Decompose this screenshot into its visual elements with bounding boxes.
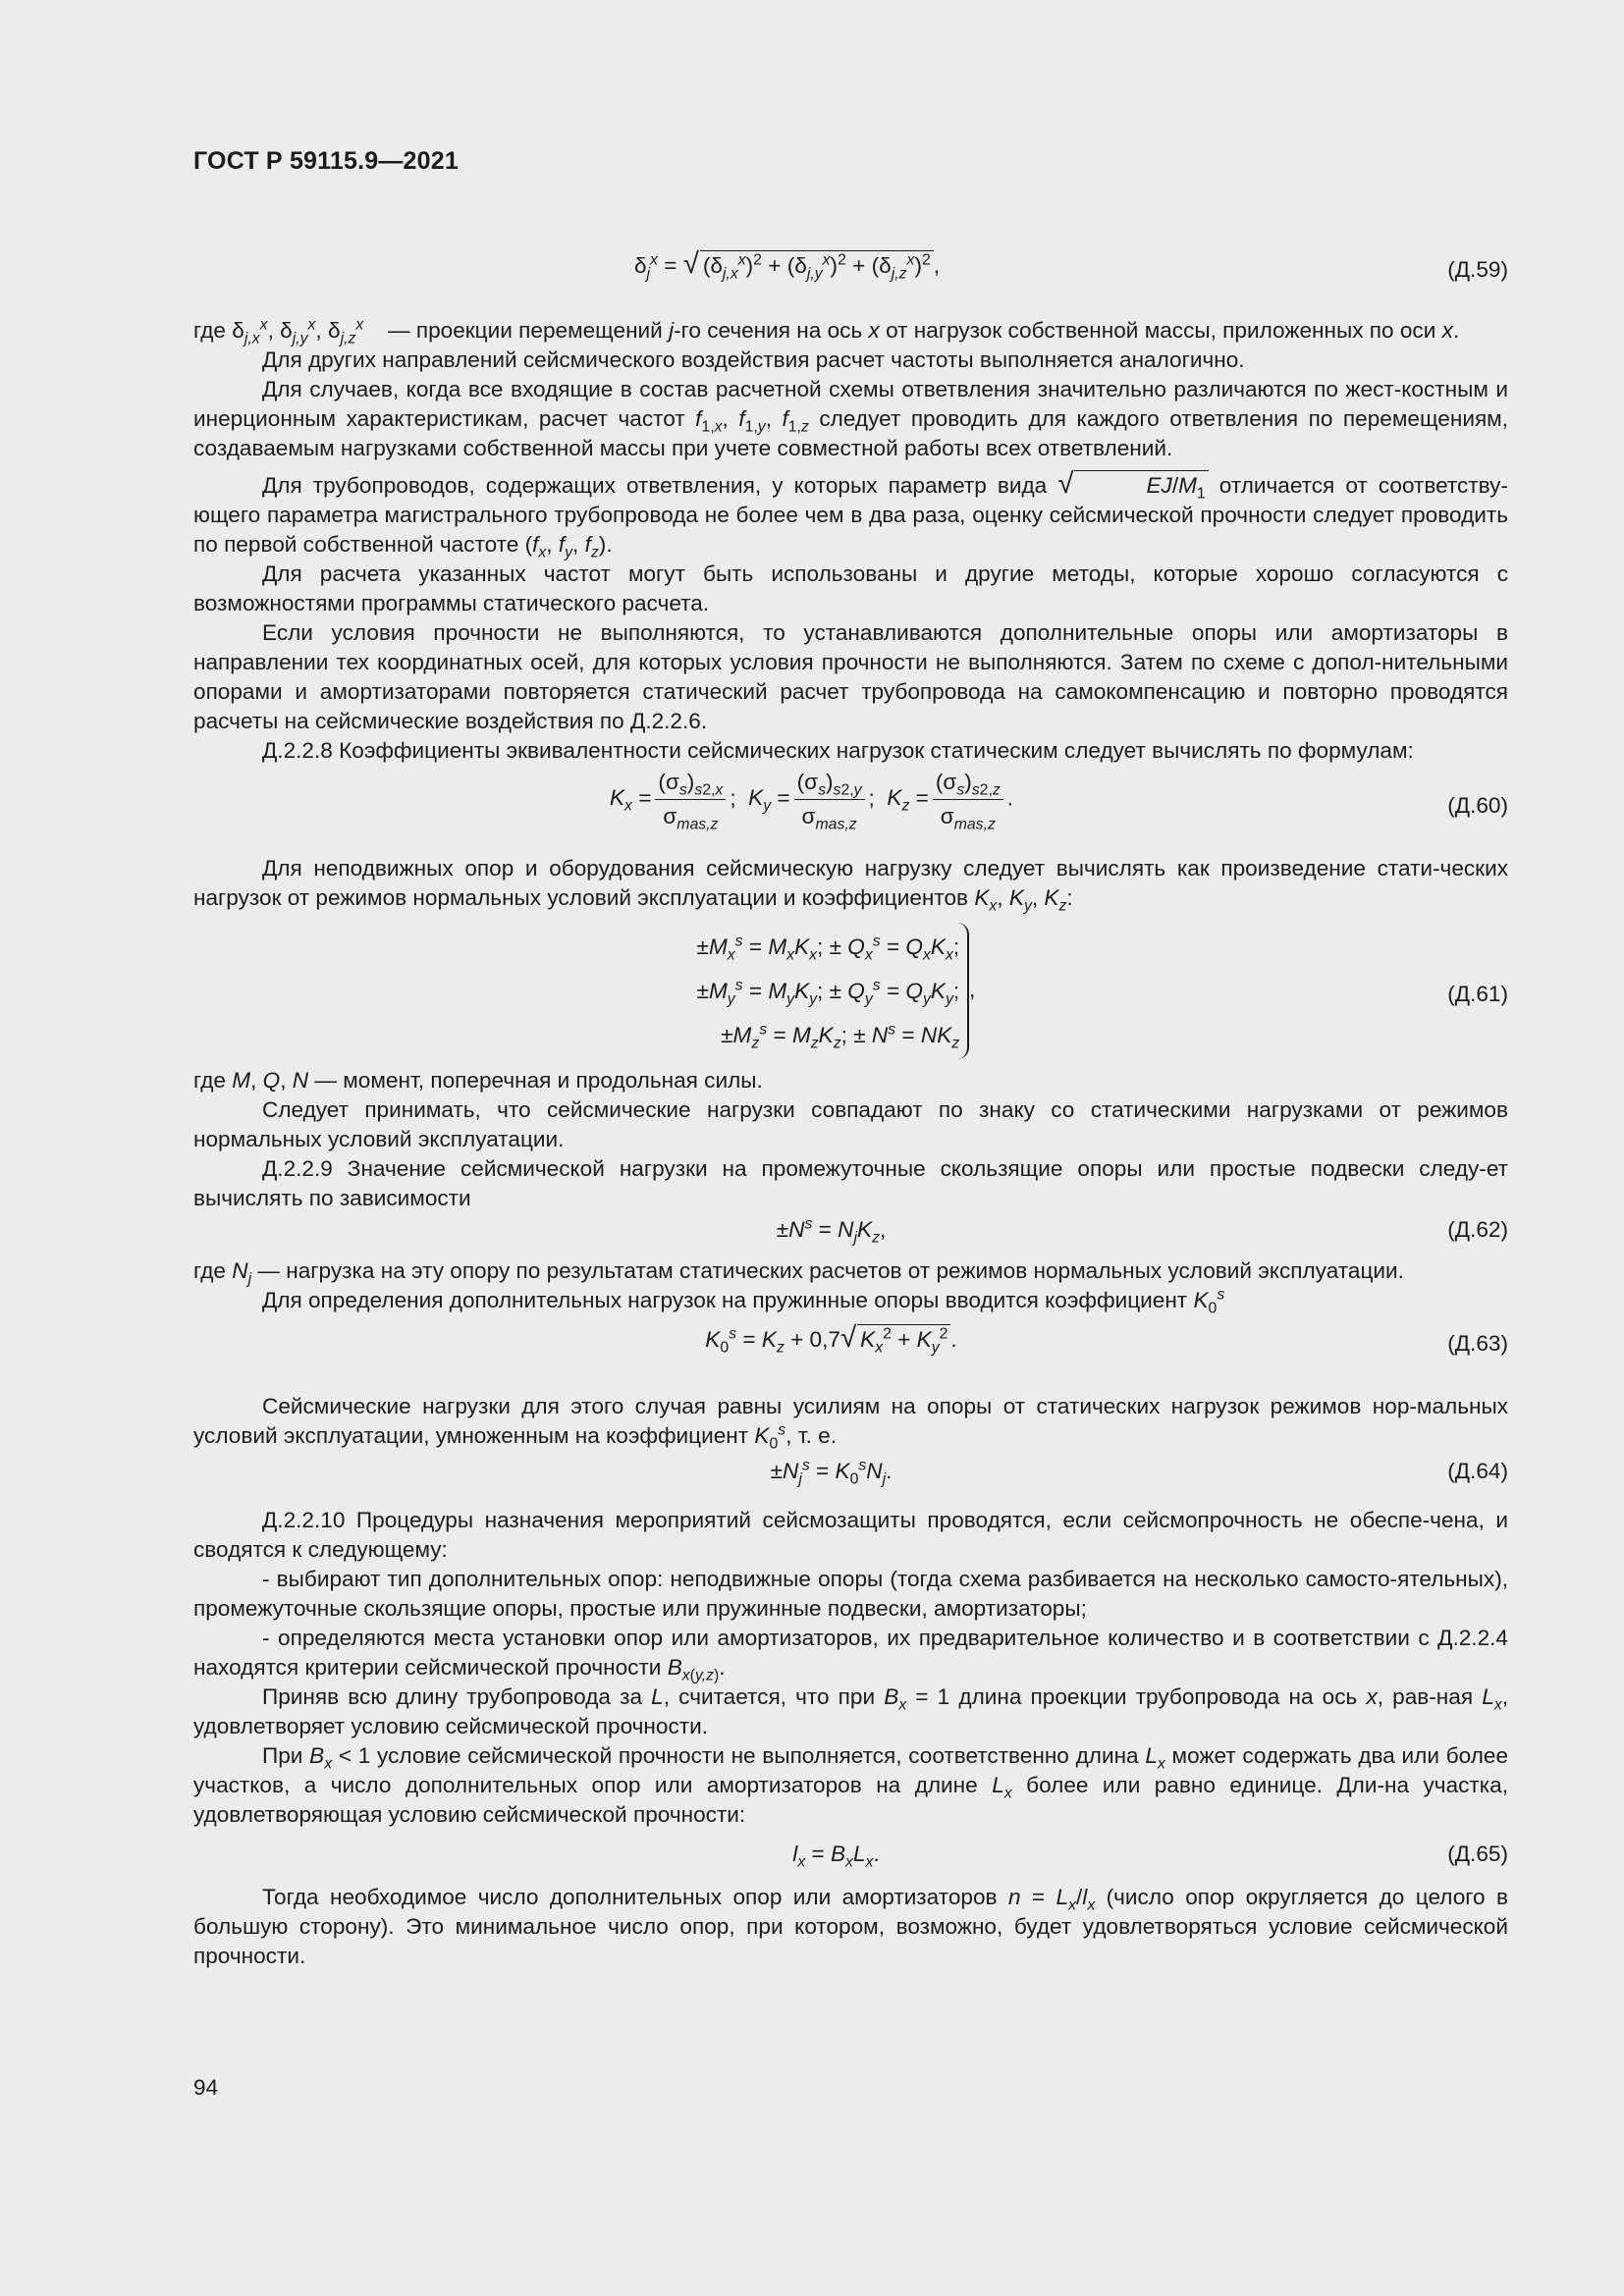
equation-d59: $\delta_j^x$ = √ $(\delta_{j,x}^x)^2 + (\delta_{j,y}^x)^2 + (\delta_{j,z}^x)^2$ , (Д.59) — [193, 241, 1508, 312]
equation-d64: $\pm N_j^s = K_0^sN_j$. (Д.64) — [770, 1457, 1508, 1488]
paragraph: - выбирают тип дополнительных опор: неподвижные опоры (тогда схема разбивается на несколько самосто-ятельных), промежуточные скользящие опоры, простые или пружинные подвески, амортизаторы; — [193, 1567, 1508, 1621]
paragraph: Если условия прочности не выполняются, то устанавливаются дополнительные опоры или амортизаторы в направлении тех координатных осей, для которых условия прочности не выполняются. Затем по схеме с допол-нительными опорами и амортизаторами повторяется статический расчет трубопровода на самокомпенсацию и повторно проводятся расчеты на сейсмические воздействия по Д.2.2.6. — [193, 620, 1508, 733]
equation-d60: $K_x$ = $\frac{(\sigma_s)_{s2,x}}{\sigma_{mas,z}}$ ; $K_y$ = $\frac{(\sigma_s)_{s2,y}}{\sigma_{mas,z}}$ ; $K_z$ = $\frac{(\sigma_s)_{s2,z}}{\sigma_{mas,z}}$ . (Д.60) — [609, 770, 1508, 833]
paragraph: где $N_j$ — нагрузка на эту опору по результатам статических расчетов от режимов нормальных условий эксплуатации. — [193, 1258, 1404, 1288]
equation-number: (Д.64) — [1447, 1459, 1508, 1483]
paragraph: Тогда необходимое число дополнительных опор или амортизаторов $n = L_x/l_x$ (число опор округляется до целого в большую сторону). Это минимальное число опор, при котором, возможно, будет удовлетворяться условие сейсмической прочности. — [193, 1885, 1508, 1968]
paragraph: При $B_x < 1$ условие сейсмической прочности не выполняется, соответственно длина $L_x$ может содержать два или более участков, а число дополнительных опор или амортизаторов на длине $L_x$ более или равно единице. Дли-на участка, удовлетворяющая условию сейсмической прочности: — [193, 1743, 1509, 1827]
document-header: ГОСТ Р 59115.9—2021 — [193, 147, 459, 175]
equation-number: (Д.61) — [1447, 982, 1508, 1006]
paragraph: Д.2.2.10 Процедуры назначения мероприятий сейсмозащиты проводятся, если сейсмопрочность не обеспе-чена, и сводятся к следующему: — [193, 1508, 1508, 1562]
page-content — [193, 245, 1508, 1971]
equation-number: (Д.60) — [1447, 793, 1508, 818]
where-block: где $\delta_{j,x}^x$, $\delta_{j,y}^x$, $\delta_{j,z}^x$ — проекции перемещений j-го сечения на ось x от нагрузок собственной массы, приложенных по оси x. — [193, 316, 1460, 347]
equation-d62: $\pm N^s = N_jK_z$, (Д.62) — [776, 1215, 1508, 1247]
paragraph: - определяются места установки опор или амортизаторов, их предварительное количество и в соответствии с Д.2.2.4 находятся критерии сейсмической прочности $B_{x(y,z)}$. — [193, 1626, 1508, 1684]
paragraph: Д.2.2.8 Коэффициенты эквивалентности сейсмических нагрузок статическим следует вычислять по формулам: — [262, 738, 1414, 763]
paragraph: Для определения дополнительных нагрузок на пружинные опоры вводится коэффициент $K_0^s$ — [262, 1286, 1225, 1317]
equation-number: (Д.65) — [1447, 1842, 1508, 1866]
equation-d63: $K_0^s = K_z + 0,7√$ $K_x^2 + K_y^2$ . (Д.63) — [193, 1323, 1508, 1392]
paragraph: Сейсмические нагрузки для этого случая равны усилиям на опоры от статических нагрузок режимов нор-мальных условий эксплуатации, умноженным на коэффициент $K_0^s$, т. е. — [193, 1394, 1508, 1453]
equation-number: (Д.59) — [1447, 257, 1508, 282]
page-number: 94 — [193, 2075, 219, 2100]
paragraph: Для случаев, когда все входящие в состав расчетной схемы ответвления значительно различаются по жест-костным и инерционным характеристикам, расчет частот $f_{1,x}$, $f_{1,y}$, $f_{1,z}$ следует проводить для каждого ответвления по перемещениям, создаваемым нагрузками собственной массы при учете совместной работы всех ответвлений. — [193, 377, 1508, 460]
paragraph: Для трубопроводов, содержащих ответвления, у которых параметр вида √ $EJ/M_1$ отличается от соответству-ющего параметра магистрального трубопровода не более чем в два раза, оценку сейсмической прочности следует проводить по первой собственной частоте ($f_x$, $f_y$, $f_z$). — [193, 467, 1508, 561]
equation-d61: $\pm M_x^s = M_xK_x$; ± $Q_x^s = Q_xK_x$; $\pm M_y^s = M_yK_y$; ± $Q_y^s = Q_yK_y$; $\pm M_z^s = M_zK_z$; ± $N^s = NK_z$, (Д.61) — [193, 919, 1508, 1066]
paragraph: Д.2.2.9 Значение сейсмической нагрузки на промежуточные скользящие опоры или простые подвески следу-ет вычислять по зависимости — [193, 1156, 1508, 1210]
equation-number: (Д.62) — [1447, 1217, 1508, 1242]
paragraph: Следует принимать, что сейсмические нагрузки совпадают по знаку со статическими нагрузками от режимов нормальных условий эксплуатации. — [193, 1097, 1508, 1151]
paragraph: где M, Q, N — момент, поперечная и продольная силы. — [193, 1068, 763, 1093]
paragraph: Для расчета указанных частот могут быть использованы и другие методы, которые хорошо согласуются с возможностями программы статического расчета. — [193, 561, 1508, 615]
paragraph: Приняв всю длину трубопровода за L, считается, что при $B_x = 1$ длина проекции трубопровода на ось x, рав-ная $L_x$, удовлетворяет условию сейсмической прочности. — [193, 1684, 1508, 1738]
paragraph: Для других направлений сейсмического воздействия расчет частоты выполняется аналогично. — [262, 347, 1245, 372]
equation-d65: $l_x = B_xL_x$. (Д.65) — [792, 1842, 1508, 1871]
equation-number: (Д.63) — [1447, 1331, 1508, 1356]
paragraph: Для неподвижных опор и оборудования сейсмическую нагрузку следует вычислять как произведение стати-ческих нагрузок от режимов нормальных условий эксплуатации и коэффициентов $K_x$, $K_y$, $K_z$: — [193, 856, 1508, 915]
